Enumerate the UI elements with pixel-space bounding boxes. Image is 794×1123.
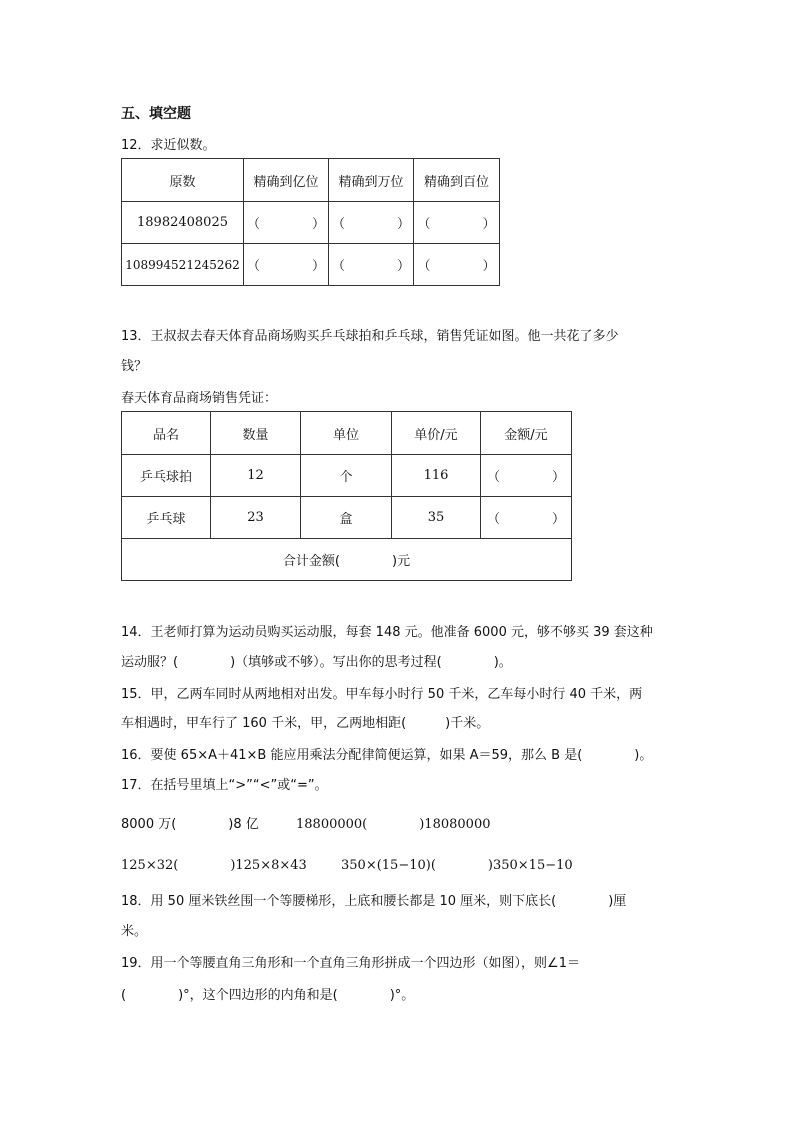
q13-line1: 13．王叔叔去春天体育品商场购买乒乓球拍和乒乓球，销售凭证如图。他一共花了多少 [121,329,619,344]
q18-line1: 18．用 50 厘米铁丝围一个等腰梯形，上底和腰长都是 10 厘米，则下底长( )厘 [121,894,627,909]
q12-prompt: 12．求近似数。 [121,138,216,153]
answer-blank[interactable]: （ ） [481,455,572,497]
q16-line1: 16．要使 65×A＋41×B 能应用乘法分配律简便运算，如果 A＝59，那么 B 是( )。 [121,748,653,763]
answer-blank[interactable]: （ ） [244,202,329,244]
table-row [122,539,572,581]
table-row [122,202,500,244]
receipt-table [121,411,572,581]
item-name: 乒乓球拍 [122,455,211,497]
item-qty: 23 [211,497,301,539]
answer-blank[interactable]: （ ） [244,244,329,286]
table-row [122,455,572,497]
answer-blank[interactable]: （ ） [329,244,414,286]
header-cell: 原数 [122,159,244,202]
number-cell: 18982408025 [122,202,244,244]
header-cell: 品名 [122,412,211,455]
header-cell: 单价/元 [392,412,481,455]
header-cell: 精确到百位 [414,159,500,202]
answer-blank[interactable]: （ ） [414,202,500,244]
header-cell: 精确到亿位 [244,159,329,202]
table-header-row [122,412,572,455]
table-header-row [122,159,500,202]
q14-line2: 运动服？( )（填够或不够）。写出你的思考过程( )。 [121,655,512,670]
number-cell: 108994521245262 [122,244,244,286]
q19-line1: 19．用一个等腰直角三角形和一个直角三角形拼成一个四边形（如图），则∠1＝ [121,956,580,971]
table-row [122,244,500,286]
item-unit: 盒 [301,497,392,539]
q14-line1: 14．王老师打算为运动员购买运动服，每套 148 元。他准备 6000 元，够不够买 39 套这种 [121,625,653,640]
item-name: 乒乓球 [122,497,211,539]
compare-item: 350×(15−10)( )350×15−10 [341,858,573,873]
header-cell: 数量 [211,412,301,455]
q12-table [121,158,500,286]
table-row [122,497,572,539]
q18-line2: 米。 [121,924,148,939]
q15-line2: 车相遇时，甲车行了 160 千米，甲，乙两地相距( )千米。 [121,716,490,731]
header-cell: 精确到万位 [329,159,414,202]
header-cell: 单位 [301,412,392,455]
section-title: 五、填空题 [121,106,191,122]
answer-blank[interactable]: （ ） [481,497,572,539]
receipt-title: 春天体育品商场销售凭证： [121,391,278,406]
answer-blank[interactable]: （ ） [329,202,414,244]
item-price: 35 [392,497,481,539]
q15-line1: 15．甲，乙两车同时从两地相对出发。甲车每小时行 50 千米，乙车每小时行 40 千米，两 [121,687,643,702]
item-qty: 12 [211,455,301,497]
item-unit: 个 [301,455,392,497]
compare-item: 18800000( )18080000 [296,817,491,832]
compare-item: 8000 万( )8 亿 [121,817,259,832]
q17-prompt: 17．在括号里填上“>”“<”或“=”。 [121,778,328,793]
compare-item: 125×32( )125×8×43 [121,858,307,873]
answer-blank[interactable]: （ ） [414,244,500,286]
q19-line2: ( )°，这个四边形的内角和是( )°。 [121,988,415,1003]
total-amount[interactable]: 合计金额( )元 [122,539,572,581]
q13-line2: 钱？ [121,359,148,374]
header-cell: 金额/元 [481,412,572,455]
item-price: 116 [392,455,481,497]
